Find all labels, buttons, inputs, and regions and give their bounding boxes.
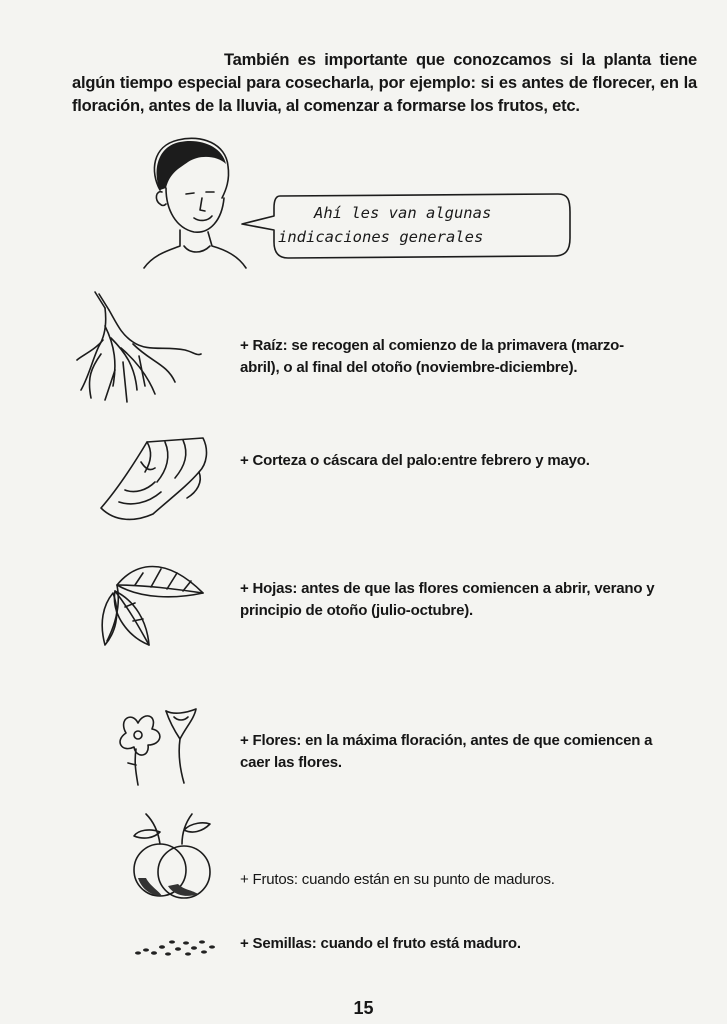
intro-paragraph: También es importante que conozcamos si la planta tiene algún tiempo especial para cosecharla, por ejemplo: si es antes de florecer, en la floración, antes de la lluvia, al comenzar a formarse los frutos, etc. (72, 50, 697, 115)
flowers-icon (100, 705, 200, 787)
roots-icon (75, 290, 205, 405)
item-corteza: + Corteza o cáscara del palo:entre febrero y mayo. (240, 452, 590, 469)
leaves-icon (95, 545, 207, 647)
page-number: 15 (353, 998, 374, 1018)
seeds-icon (132, 933, 218, 961)
speech-bubble (236, 190, 576, 268)
speech-line-2: indicaciones generales (278, 228, 484, 246)
bark-icon (95, 432, 215, 524)
item-frutos: + Frutos: cuando están en su punto de maduros. (240, 871, 555, 888)
item-flores: + Flores: en la máxima floración, antes de que comiencen a caer las flores. (240, 732, 653, 771)
item-hojas: + Hojas: antes de que las flores comiencen a abrir, verano y principio de otoño (julio-octubre). (240, 580, 655, 619)
fruits-icon (128, 800, 218, 904)
item-semillas: + Semillas: cuando el fruto está maduro. (240, 935, 521, 952)
item-raiz: + Raíz: se recogen al comienzo de la primavera (marzo-abril), o al final del otoño (noviembre-diciembre). (240, 337, 624, 376)
speech-line-1: Ahí les van algunas (314, 204, 492, 222)
